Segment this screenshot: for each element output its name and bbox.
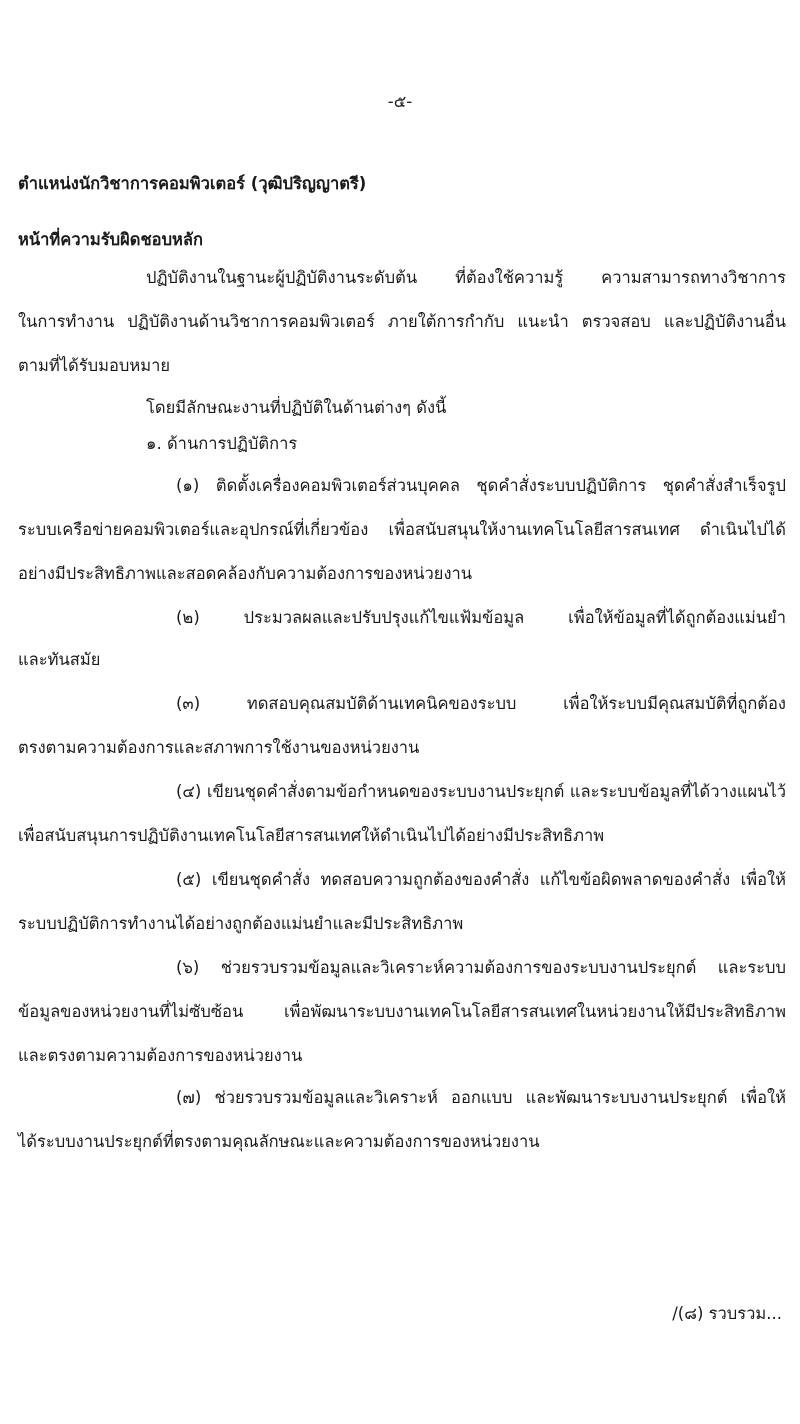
- subsection-heading-operations: ๑. ด้านการปฏิบัติการ: [146, 434, 298, 453]
- continuation-marker: /(๘) รวบรวม...: [672, 1304, 782, 1323]
- intro-line-3: ตามที่ได้รับมอบหมาย: [18, 356, 171, 375]
- item-6-line-2: ข้อมูลของหน่วยงานที่ไม่ซับซ้อน เพื่อพัฒนาระบบงานเทคโนโลยีสารสนเทศในหน่วยงานให้มีประสิทธิภาพ: [18, 1002, 786, 1021]
- intro-line-1: ปฏิบัติงานในฐานะผู้ปฏิบัติงานระดับต้น ที่ต้องใช้ความรู้ ความสามารถทางวิชาการ: [146, 268, 786, 287]
- item-1-line-1: (๑) ติดตั้งเครื่องคอมพิวเตอร์ส่วนบุคคล ชุดคำสั่งระบบปฏิบัติการ ชุดคำสั่งสำเร็จรูป: [176, 476, 786, 495]
- intro-line-2: ในการทำงาน ปฏิบัติงานด้านวิชาการคอมพิวเตอร์ ภายใต้การกำกับ แนะนำ ตรวจสอบ และปฏิบัติงานอื่น: [18, 312, 786, 331]
- item-5-line-1: (๕) เขียนชุดคำสั่ง ทดสอบความถูกต้องของคำสั่ง แก้ไขข้อผิดพลาดของคำสั่ง เพื่อให้: [176, 870, 786, 889]
- item-6-line-3: และตรงตามความต้องการของหน่วยงาน: [18, 1046, 303, 1065]
- item-4-line-2: เพื่อสนับสนุนการปฏิบัติงานเทคโนโลยีสารสนเทศให้ดำเนินไปได้อย่างมีประสิทธิภาพ: [18, 826, 605, 845]
- item-1-line-3: อย่างมีประสิทธิภาพและสอดคล้องกับความต้องการของหน่วยงาน: [18, 564, 473, 583]
- characteristics-intro: โดยมีลักษณะงานที่ปฏิบัติในด้านต่างๆ ดังนี้: [146, 398, 447, 417]
- item-7-line-1: (๗) ช่วยรวบรวมข้อมูลและวิเคราะห์ ออกแบบ และพัฒนาระบบงานประยุกต์ เพื่อให้: [176, 1088, 786, 1107]
- item-5-line-2: ระบบปฏิบัติการทำงานได้อย่างถูกต้องแม่นยำและมีประสิทธิภาพ: [18, 914, 464, 933]
- item-3-line-1: (๓) ทดสอบคุณสมบัติด้านเทคนิคของระบบ เพื่อให้ระบบมีคุณสมบัติที่ถูกต้อง: [176, 694, 786, 713]
- page-number: -๕-: [387, 92, 413, 111]
- item-2-line-1: (๒) ประมวลผลและปรับปรุงแก้ไขแฟ้มข้อมูล เพื่อให้ข้อมูลที่ได้ถูกต้องแม่นยำ: [176, 608, 786, 627]
- item-6-line-1: (๖) ช่วยรวบรวมข้อมูลและวิเคราะห์ความต้องการของระบบงานประยุกต์ และระบบ: [176, 958, 786, 977]
- item-4-line-1: (๔) เขียนชุดคำสั่งตามข้อกำหนดของระบบงานประยุกต์ และระบบข้อมูลที่ได้วางแผนไว้: [176, 782, 786, 801]
- section-heading: หน้าที่ความรับผิดชอบหลัก: [18, 230, 204, 249]
- item-3-line-2: ตรงตามความต้องการและสภาพการใช้งานของหน่วยงาน: [18, 738, 420, 757]
- position-title: ตำแหน่งนักวิชาการคอมพิวเตอร์ (วุฒิปริญญาตรี): [18, 174, 367, 193]
- item-1-line-2: ระบบเครือข่ายคอมพิวเตอร์และอุปกรณ์ที่เกี่ยวข้อง เพื่อสนับสนุนให้งานเทคโนโลยีสารสนเทศ ดำเนินไปได้: [18, 520, 786, 539]
- item-7-line-2: ได้ระบบงานประยุกต์ที่ตรงตามคุณลักษณะและความต้องการของหน่วยงาน: [18, 1132, 540, 1151]
- item-2-line-2: และทันสมัย: [18, 650, 101, 669]
